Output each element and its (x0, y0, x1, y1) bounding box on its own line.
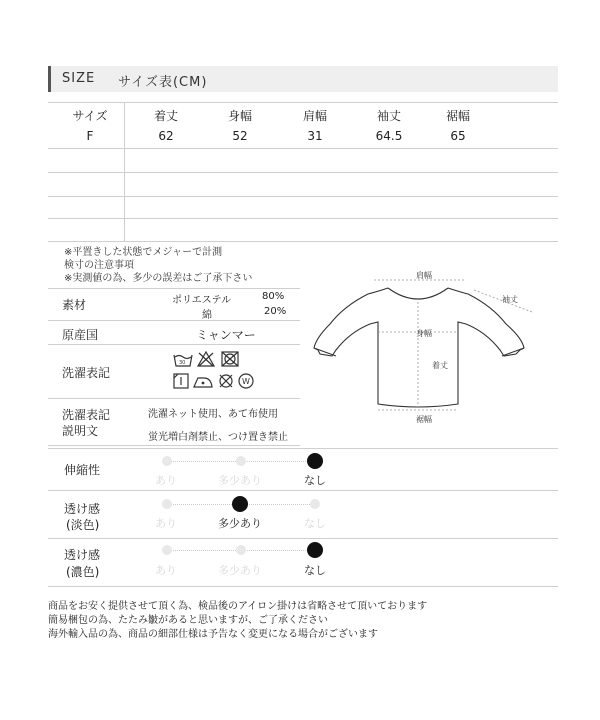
row-divider (48, 448, 558, 449)
col-header-sleeve: 袖丈 (376, 109, 401, 123)
rating-option: なし (304, 517, 326, 530)
care-label: 洗濯表記 (62, 366, 111, 380)
note-error: ※実測値の為、多少の誤差はご了承下さい (64, 273, 253, 284)
rating-option: あり (155, 517, 177, 530)
material-pct: 20% (264, 306, 287, 317)
row-divider (48, 320, 300, 321)
rating-dot-selected (307, 453, 323, 469)
care-text-line: 蛍光増白剤禁止、つけ置き禁止 (148, 432, 288, 443)
col-header-shoulder: 肩幅 (302, 109, 327, 123)
material-name: 綿 (202, 310, 212, 321)
rating-label: 透け感 (64, 548, 101, 562)
col-header-chest: 身幅 (227, 109, 252, 123)
rating-option: 多少あり (218, 564, 262, 577)
care-text-label-2: 説明文 (62, 424, 99, 438)
wet-clean-icon (239, 374, 253, 388)
rating-dot (236, 545, 246, 555)
svg-text:30: 30 (179, 360, 186, 366)
hem-label: 裾幅 (416, 415, 432, 424)
size-header (48, 66, 558, 92)
table-cell: 62 (158, 129, 174, 143)
care-icons (172, 349, 262, 393)
footer-note: 海外輸入品の為、商品の細部仕様は予告なく変更になる場合がございます (48, 629, 378, 640)
collar (388, 288, 448, 299)
rating-option: あり (155, 564, 177, 577)
header-title: SIZE (62, 71, 96, 86)
row-divider (48, 344, 300, 345)
rating-option: あり (155, 474, 177, 487)
rating-dot (162, 456, 172, 466)
rating-option-selected: 多少あり (218, 517, 262, 530)
wash-30-icon (174, 355, 192, 366)
row-divider (48, 288, 300, 289)
col-header-size: サイズ (72, 109, 108, 123)
material-name: ポリエステル (172, 295, 232, 306)
rating-option-selected: なし (304, 564, 326, 577)
rating-dot (310, 499, 320, 509)
col-header-hem: 裾幅 (445, 109, 470, 123)
iron-low-icon (194, 378, 212, 387)
rating-label: 透け感 (64, 502, 101, 516)
chest-label: 身幅 (416, 329, 432, 338)
dry-flat-shade-icon (174, 374, 188, 388)
row-divider (48, 490, 558, 491)
rating-sublabel: (淡色) (66, 518, 100, 532)
shoulder-label: 肩幅 (416, 271, 432, 280)
rating-label: 伸縮性 (64, 463, 101, 477)
note-title: 検寸の注意事項 (64, 260, 134, 271)
row-divider (48, 538, 558, 539)
rating-option: 多少あり (218, 474, 262, 487)
row-divider (48, 445, 300, 446)
cuff-lines (314, 348, 524, 356)
rating-dot-selected (307, 542, 323, 558)
no-tumble-dry-icon (222, 352, 238, 366)
rating-dot (162, 499, 172, 509)
footer-note: 商品をお安く提供させて頂く為、検品後のアイロン掛けは省略させて頂いております (48, 601, 428, 612)
rating-dot-selected (232, 496, 248, 512)
table-cell: 31 (307, 129, 323, 143)
length-label: 着丈 (432, 361, 448, 370)
material-pct: 80% (262, 291, 285, 302)
footer-note: 簡易梱包の為、たたみ皺があると思いますが、ご了承ください (48, 615, 328, 626)
header-subtitle: サイズ表(CM) (118, 75, 208, 90)
garment-outline (314, 288, 524, 407)
care-text-line: 洗濯ネット使用、あて布使用 (148, 409, 278, 420)
header-accent-bar (48, 66, 51, 92)
origin-label: 原産国 (62, 328, 99, 342)
table-border (48, 241, 558, 242)
table-cell: 52 (232, 129, 248, 143)
rating-option-selected: なし (304, 474, 326, 487)
col-header-length: 着丈 (153, 109, 178, 123)
garment-diagram (306, 262, 560, 440)
material-label: 素材 (62, 298, 87, 312)
rating-dot (236, 456, 246, 466)
table-cell: F (86, 129, 94, 143)
sleeve-label: 袖丈 (502, 295, 518, 304)
origin-value: ミャンマー (196, 328, 256, 342)
svg-text:W: W (242, 377, 250, 386)
table-cell: 64.5 (375, 129, 403, 143)
table-cell: 65 (450, 129, 466, 143)
row-divider (48, 586, 558, 587)
row-divider (48, 398, 300, 399)
rating-sublabel: (濃色) (66, 565, 100, 579)
note-measure: ※平置きした状態でメジャーで計測 (64, 247, 223, 258)
no-dry-clean-icon (220, 375, 232, 387)
care-text-label: 洗濯表記 (62, 408, 111, 422)
no-bleach-icon (198, 352, 214, 366)
rating-dot (162, 545, 172, 555)
